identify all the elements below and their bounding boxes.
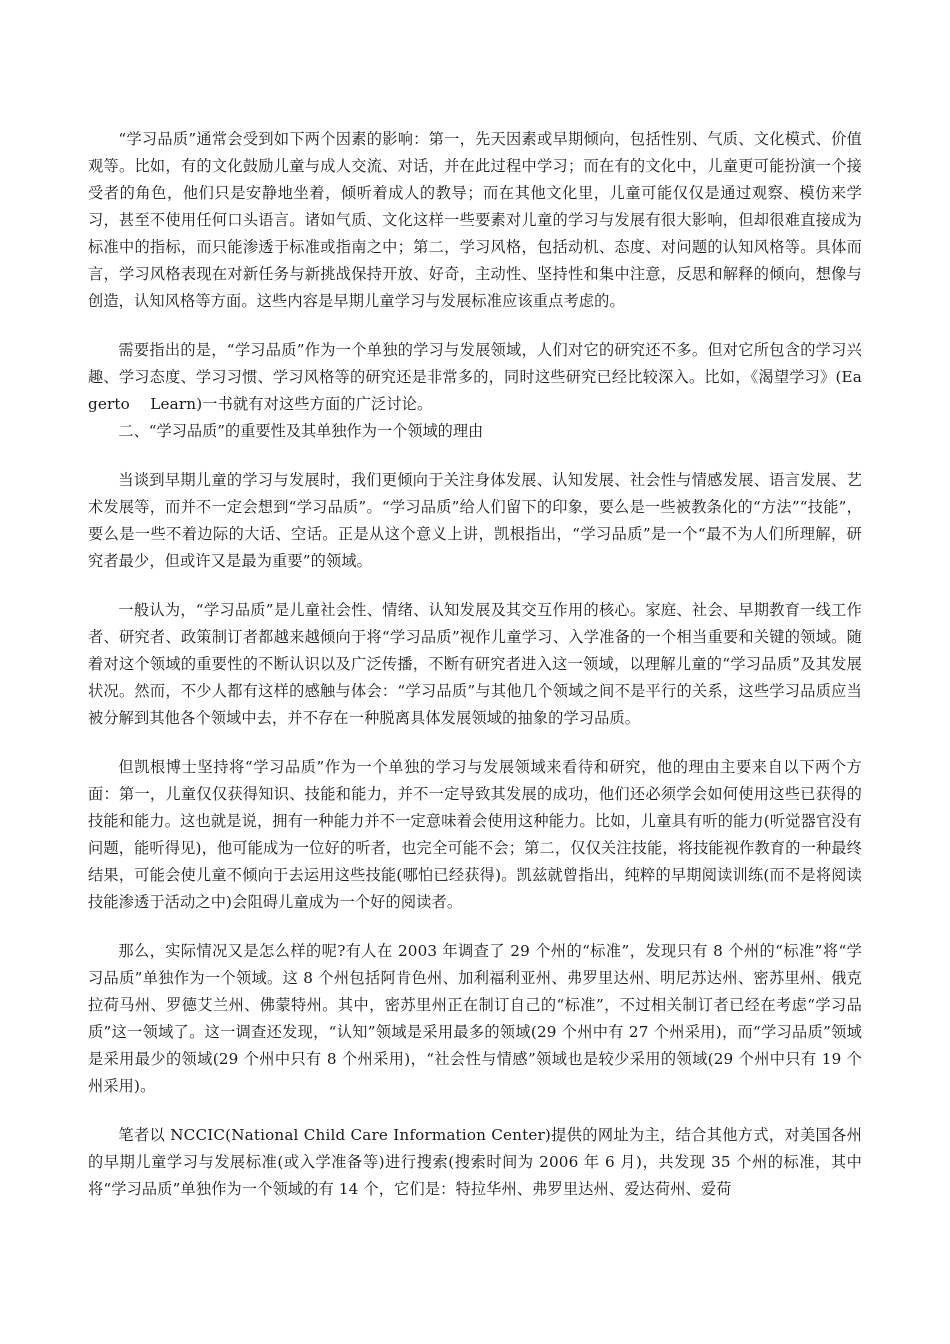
paragraph-author-search: 笔者以 NCCIC(National Child Care Information Center)提供的网址为主，结合其他方式，对美国各州的早期儿童学习与发展标准(或入学准备等)进行搜索(搜索时间为 2006 年 6 月)，共发现 35 个州的标准，其中将“学习品质”单独作为一个领域的有 14 个，它们是：特拉华州、弗罗里达州、爱达荷州、爱荷 <box>88 1126 862 1198</box>
paragraph-general-view: 一般认为，“学习品质”是儿童社会性、情绪、认知发展及其交互作用的核心。家庭、社会、早期教育一线工作者、研究者、政策制订者都越来越倾向于将“学习品质”视作儿童学习、入学准备的一个相当重要和关键的领域。随着对这个领域的重要性的不断认识以及广泛传播，不断有研究者进入这一领域，以理解儿童的“学习品质”及其发展状况。然而，不少人都有这样的感触与体会：“学习品质”与其他几个领域之间不是平行的关系，这些学习品质应当被分解到其他各个领域中去，并不存在一种脱离具体发展领域的抽象的学习品质。 <box>88 601 862 727</box>
paragraph-importance: 当谈到早期儿童的学习与发展时，我们更倾向于关注身体发展、认知发展、社会性与情感发展、语言发展、艺术发展等，而并不一定会想到“学习品质”。“学习品质”给人们留下的印象，要么是一些被教条化的“方法”“技能”，要么是一些不着边际的大话、空话。正是从这个意义上讲，凯根指出，“学习品质”是一个“最不为人们所理解，研究者最少，但或许又是最为重要”的领域。 <box>88 471 862 570</box>
paragraph-research-status: 需要指出的是，“学习品质”作为一个单独的学习与发展领域，人们对它的研究还不多。但对它所包含的学习兴趣、学习态度、学习习惯、学习风格等的研究还是非常多的，同时这些研究已经比较深入。比如，《渴望学习》(Eagerto Learn)一书就有对这些方面的广泛讨论。 <box>88 341 862 413</box>
paragraph-state-survey: 那么，实际情况又是怎么样的呢?有人在 2003 年调查了 29 个州的“标准”，发现只有 8 个州的“标准”将“学习品质”单独作为一个领域。这 8 个州包括阿肯色州、加利福利亚州、弗罗里达州、明尼苏达州、密苏里州、俄克拉荷马州、罗德艾兰州、佛蒙特州。其中，密苏里州正在制订自己的“标准”，不过相关制订者已经在考虑“学习品质”这一领域了。这一调查还发现，“认知”领域是采用最多的领域(29 个州中有 27 个州采用)，而“学习品质”领域是采用最少的领域(29 个州中只有 8 个州采用)，“社会性与情感”领域也是较少采用的领域(29 个州中只有 19 个州采用)。 <box>88 942 862 1095</box>
paragraph-influencing-factors: “学习品质”通常会受到如下两个因素的影响：第一，先天因素或早期倾向，包括性别、气质、文化模式、价值观等。比如，有的文化鼓励儿童与成人交流、对话，并在此过程中学习；而在有的文化中，儿童更可能扮演一个接受者的角色，他们只是安静地坐着，倾听着成人的教导；而在其他文化里，儿童可能仅仅是通过观察、模仿来学习，甚至不使用任何口头语言。诸如气质、文化这样一些要素对儿童的学习与发展有很大影响，但却很难直接成为标准中的指标，而只能渗透于标准或指南之中；第二，学习风格，包括动机、态度、对问题的认知风格等。具体而言，学习风格表现在对新任务与新挑战保持开放、好奇，主动性、坚持性和集中注意，反思和解释的倾向，想像与创造，认知风格等方面。这些内容是早期儿童学习与发展标准应该重点考虑的。 <box>88 130 862 310</box>
document-page <box>88 126 862 1203</box>
paragraph-kagan-reasons: 但凯根博士坚持将“学习品质”作为一个单独的学习与发展领域来看待和研究，他的理由主要来自以下两个方面：第一，儿童仅仅获得知识、技能和能力，并不一定导致其发展的成功，他们还必须学会如何使用这些已获得的技能和能力。这也就是说，拥有一种能力并不一定意味着会使用这种能力。比如，儿童具有听的能力(听觉器官没有问题，能听得见)，他可能成为一位好的听者，也完全可能不会；第二，仅仅关注技能，将技能视作教育的一种最终结果，可能会使儿童不倾向于去运用这些技能(哪怕已经获得)。凯兹就曾指出，纯粹的早期阅读训练(而不是将阅读技能渗透于活动之中)会阻碍儿童成为一个好的阅读者。 <box>88 758 862 911</box>
section-heading: 二、“学习品质”的重要性及其单独作为一个领域的理由 <box>118 422 484 440</box>
